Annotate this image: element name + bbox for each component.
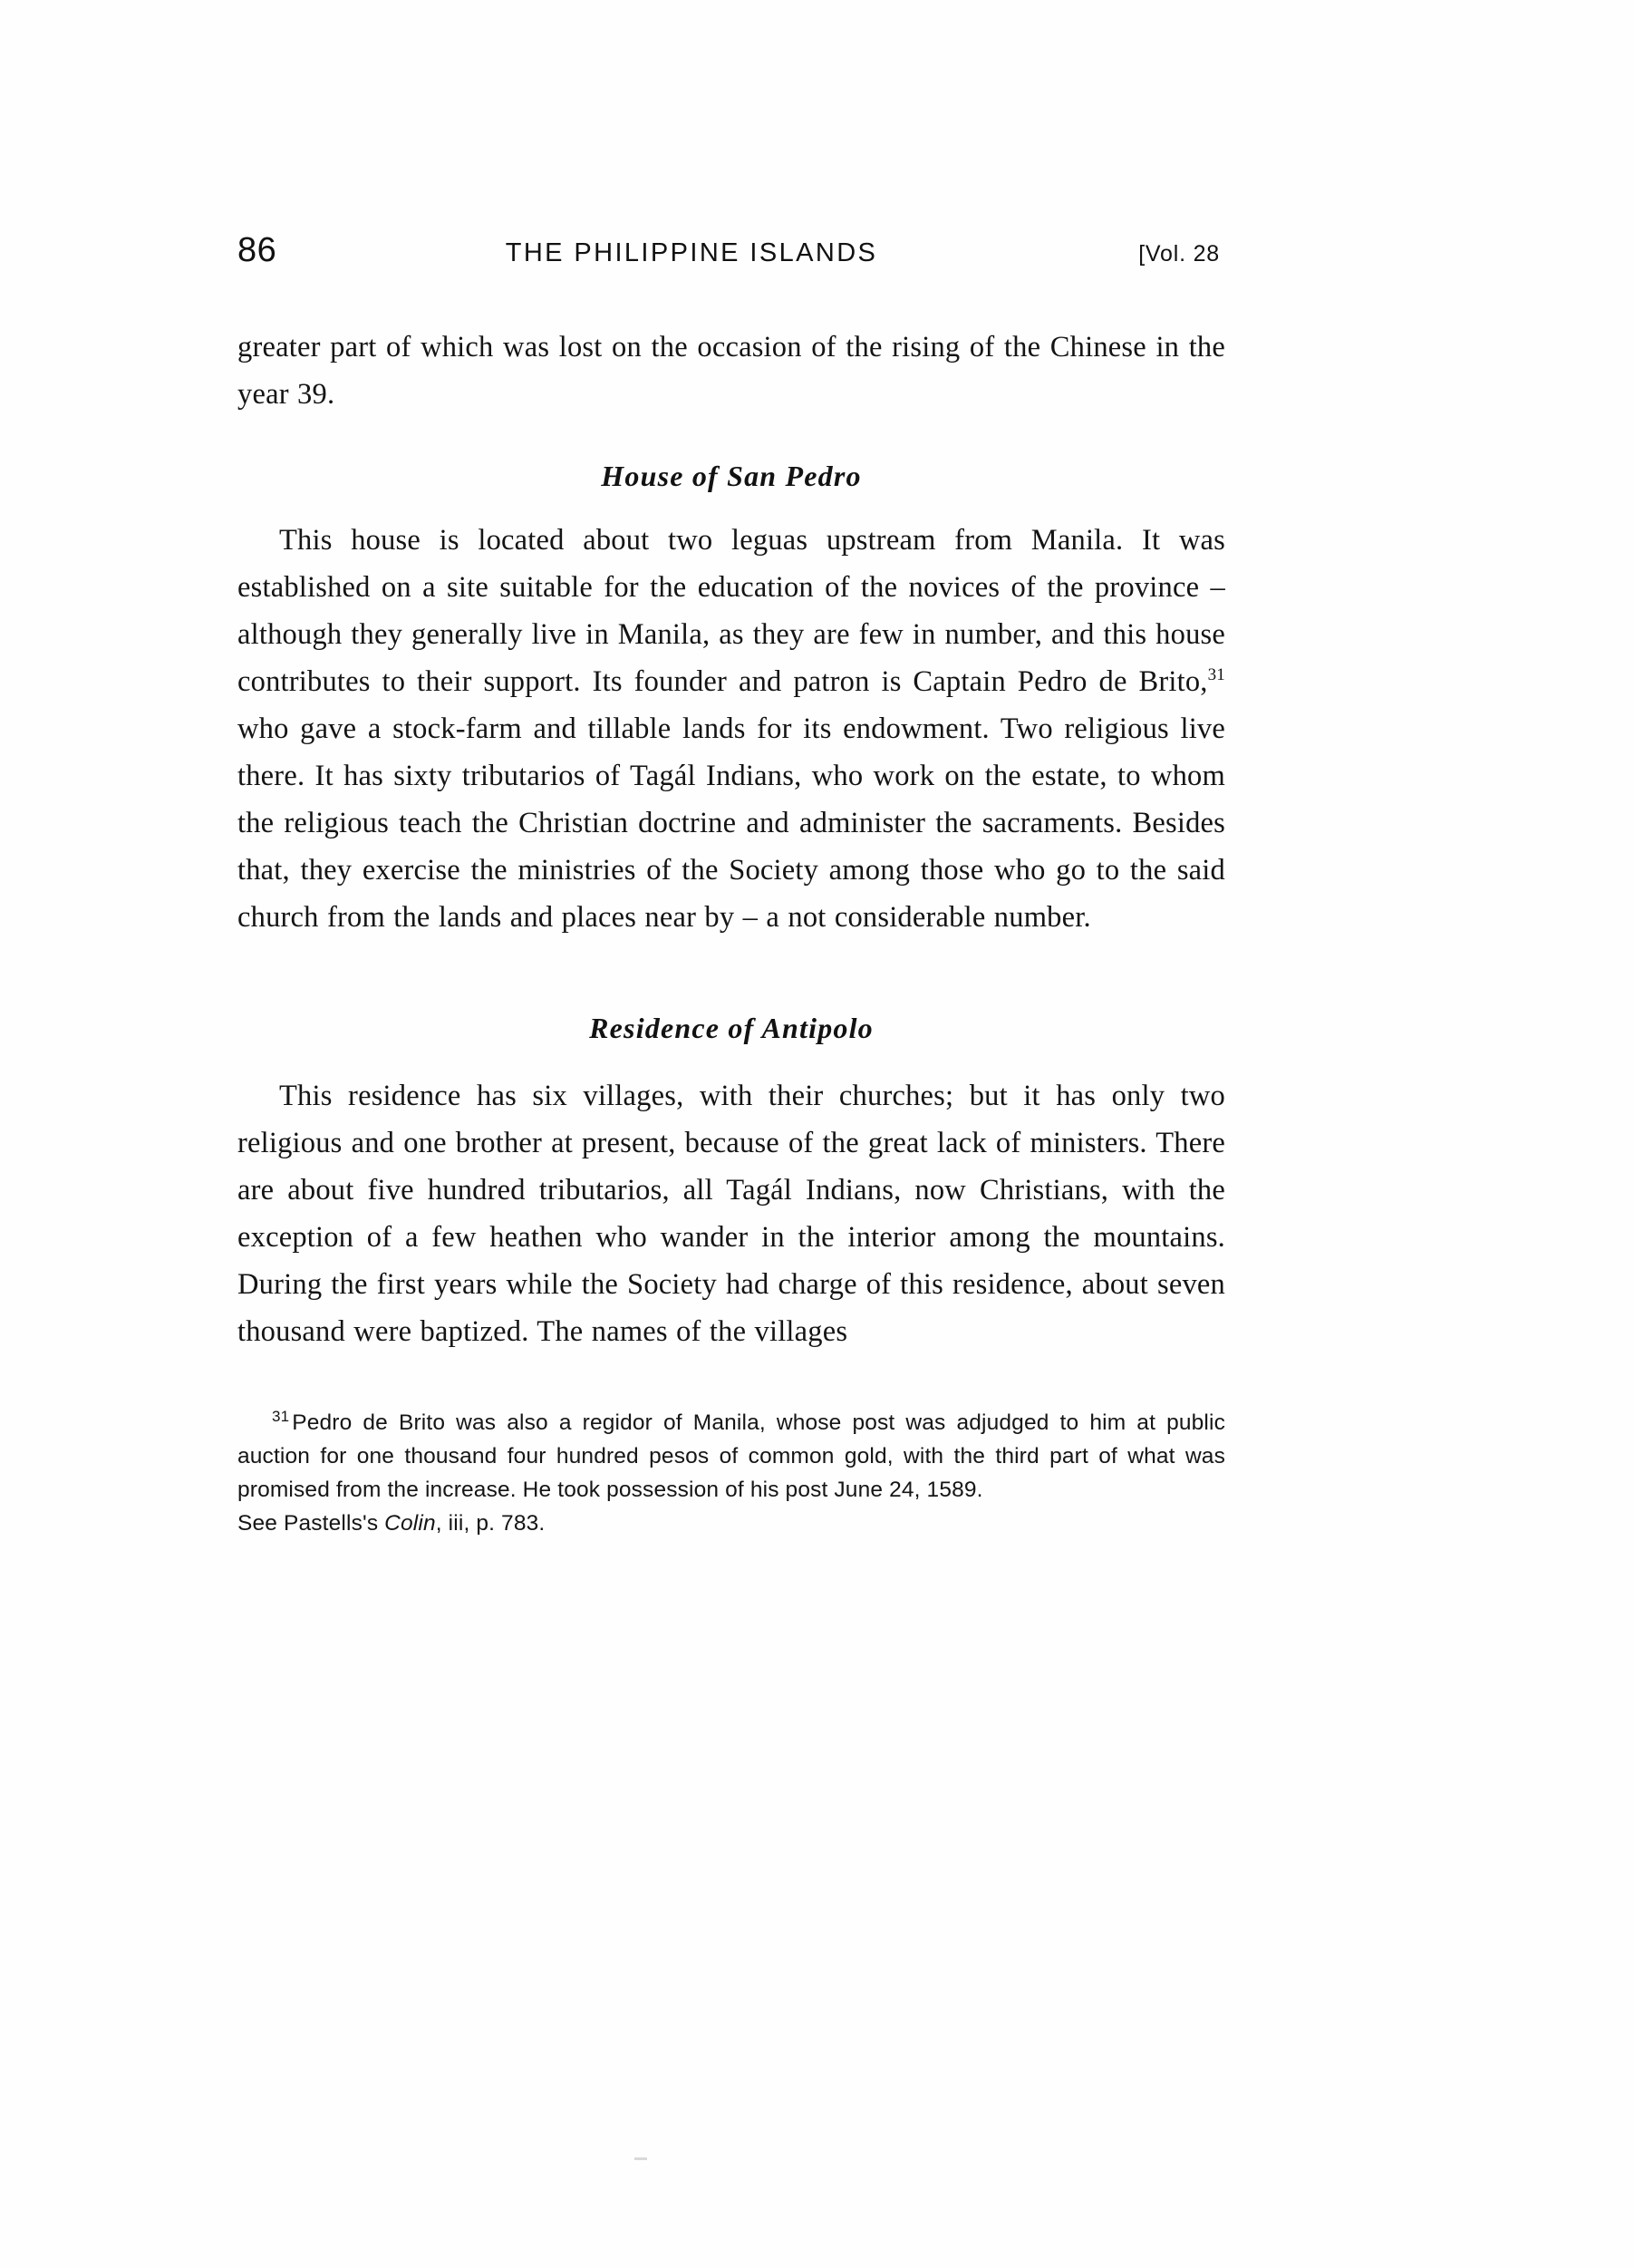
footnote-citation xyxy=(237,1507,1225,1540)
footnote-reference-31: 31 xyxy=(1207,665,1225,685)
paragraph-opening: greater part of which was lost on the occasion of the rising of the Chinese in the year 39. xyxy=(237,331,1225,411)
footnote-citation-title: Colin xyxy=(384,1511,436,1536)
footnote-citation-label: See Pastells's xyxy=(237,1511,385,1536)
footnote-text xyxy=(237,1406,1225,1507)
page-number: 86 xyxy=(237,231,277,269)
running-head xyxy=(237,231,1225,282)
running-title: THE PHILIPPINE ISLANDS xyxy=(505,238,878,267)
page-content xyxy=(237,231,1225,1540)
section-heading-antipolo: Residence of Antipolo xyxy=(589,1012,874,1044)
paragraph-san-pedro-part2: who gave a stock-farm and tillable lands for its endowment. Two religious live there. It has sixty tributarios of Tagál Indians, who work on the estate, to whom the religious teach the Christian doctrine and administer the sacraments. Besides that, they exercise the ministries of the Society among those who go to the said church from the lands and places near by – a not considerable number. xyxy=(237,712,1225,934)
footnote-number: 31 xyxy=(272,1407,290,1425)
section-heading-san-pedro: House of San Pedro xyxy=(601,460,862,492)
volume-label: [Vol. 28 xyxy=(1138,241,1220,267)
scan-artifact xyxy=(634,2157,647,2160)
paragraph-san-pedro-part1: This house is located about two leguas upstream from Manila. It was established on a site suitable for the education of the novices of the province – although they generally live in Manila, as they are few in number, and this house contributes to their support. Its founder and patron is Captain Pedro de Brito, xyxy=(237,524,1225,698)
footnote-body: Pedro de Brito was also a regidor of Manila, whose post was adjudged to him at public auction for one thousand four hundred pesos of common gold, with the third part of what was promised from the increase. He took possession of his post June 24, 1589. xyxy=(237,1410,1225,1502)
paragraph-antipolo: This residence has six villages, with their churches; but it has only two religious and one brother at present, because of the great lack of ministers. There are about five hundred tributarios, all Tagál Indians, now Christians, with the exception of a few heathen who wander in the interior among the mountains. During the first years while the Society had charge of this residence, about seven thousand were baptized. The names of the villages xyxy=(237,1080,1225,1348)
footnote-citation-rest: , iii, p. 783. xyxy=(435,1511,546,1536)
paragraph-san-pedro xyxy=(237,517,1225,941)
footnote-block xyxy=(237,1406,1225,1540)
